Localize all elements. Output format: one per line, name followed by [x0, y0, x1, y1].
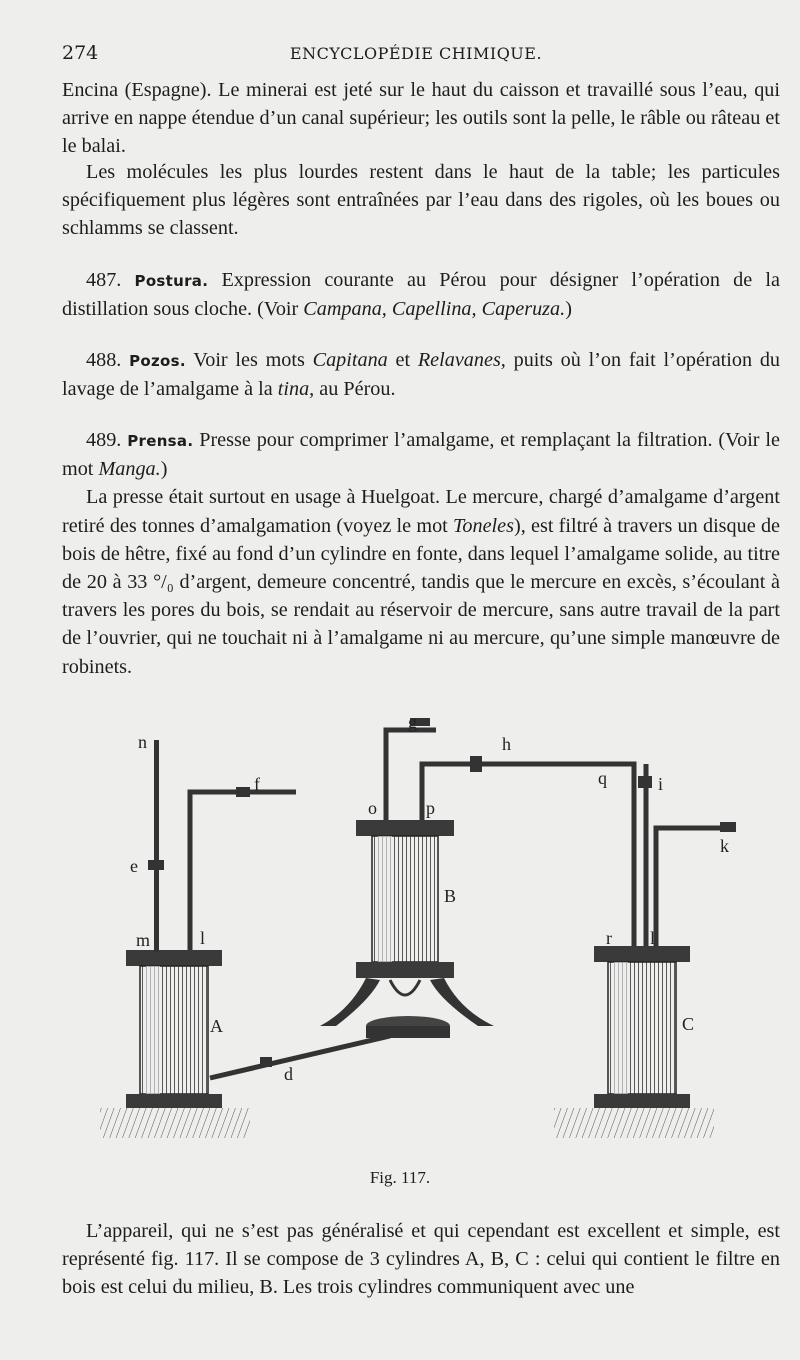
label-o: o — [368, 798, 377, 818]
label-f: f — [254, 774, 260, 794]
entry-title: Prensa. — [127, 432, 194, 450]
entry-489: 489. Prensa. Presse pour comprimer l’amalgame, et remplaçant la filtration. (Voir le mot Manga.) La presse était surtout en usage à Huelgoat. Le mercure, chargé d’amalgame d’argent retiré des tonnes d’amalgamation (voyez le mot Toneles), est filtré à travers un disque de bois de hêtre, fixé au fond d’un cylindre en fonte, dans lequel l’amalgame solide, au titre de 20 à 33 °/₀ d’argent, demeure concentré, tandis que le mercure en excès, s’écoulant à travers les pores du bois, se rendait au réservoir de mercure, sans autre travail de la part de l’ouvrier, qui ne touchait ni à l’amalgame ni au mercure, qu’une simple manœuvre de robinets. — [62, 426, 780, 681]
label-m: m — [136, 930, 151, 950]
label-l-left: l — [200, 928, 206, 948]
entry-488: 488. Pozos. Voir les mots Capitana et Relavanes, puits où l’on fait l’opération du lavage de l’amalgame à la tina, au Pérou. — [62, 349, 781, 401]
label-i: i — [658, 774, 664, 794]
paragraph-text: Encina (Espagne). Le minerai est jeté sur le haut du caisson et travaillé sous l’eau, qui arrive en nappe étendue d’un canal supérieur; les outils sont la pelle, le râble ou râteau et le balai. — [62, 79, 780, 158]
running-title: ENCYCLOPÉDIE CHIMIQUE. — [289, 44, 543, 63]
entry-title: Postura. — [134, 272, 209, 290]
paragraph-molecules — [62, 158, 780, 243]
paragraph-appareil — [62, 1217, 780, 1302]
figure-117-illustration — [90, 700, 750, 1150]
entry-number: 489. — [86, 429, 122, 451]
label-r: r — [606, 928, 612, 948]
cylinder-b — [320, 718, 634, 1038]
apparatus-engraving — [90, 700, 750, 1150]
cylinder-c — [554, 764, 736, 1138]
entry-number: 488. — [86, 349, 122, 371]
label-h: h — [502, 734, 511, 754]
label-p: p — [426, 798, 435, 818]
paragraph-press: La presse était surtout en usage à Huelgoat. Le mercure, chargé d’amalgame d’argent retiré des tonnes d’amalgamation (voyez le mot Toneles), est filtré à travers un disque de bois de hêtre, fixé au fond d’un cylindre en fonte, dans lequel l’amalgame solide, au titre de 20 à 33 °/₀ d’argent, demeure concentré, tandis que le mercure en excès, s’écoulant à travers les pores du bois, se rendait au réservoir de mercure, sans autre travail de la part de l’ouvrier, qui ne touchait ni à l’amalgame ni au mercure, qu’une simple manœuvre de robinets. — [62, 486, 780, 678]
paragraph-text: L’appareil, qui ne s’est pas généralisé et qui cependant est excellent et simple, est représenté fig. 117. Il se compose de 3 cylindres A, B, C : celui qui contient le filtre en bois est celui du milieu, B. Les trois cylindres communiquent avec une — [62, 1220, 780, 1299]
label-a: A — [210, 1016, 223, 1036]
page-header — [62, 42, 770, 72]
label-c: C — [682, 1014, 695, 1034]
figure-caption: Fig. 117. — [369, 1168, 431, 1187]
label-k: k — [720, 836, 729, 856]
label-n: n — [138, 732, 147, 752]
page-number: 274 — [62, 42, 99, 64]
label-g: g — [408, 712, 417, 732]
paragraph-encina — [62, 76, 780, 161]
entry-number: 487. — [86, 269, 122, 291]
pipe-d — [210, 1036, 390, 1078]
paragraph-text: Les molécules les plus lourdes restent dans le haut de la table; les particules spécifiquement plus légères sont entraînées par l’eau dans des rigoles, où les boues ou schlamms se classent. — [62, 161, 780, 240]
entry-title: Pozos. — [129, 352, 186, 370]
label-d: d — [284, 1064, 293, 1084]
label-l-right: l — [650, 928, 656, 948]
label-q: q — [598, 768, 607, 788]
entry-487: 487. Postura. Expression courante au Pérou pour désigner l’opération de la distillation sous cloche. (Voir Campana, Capellina, Caperuza.) — [62, 269, 780, 321]
label-e: e — [130, 856, 138, 876]
cylinder-a — [100, 740, 296, 1138]
label-b: B — [444, 886, 457, 906]
